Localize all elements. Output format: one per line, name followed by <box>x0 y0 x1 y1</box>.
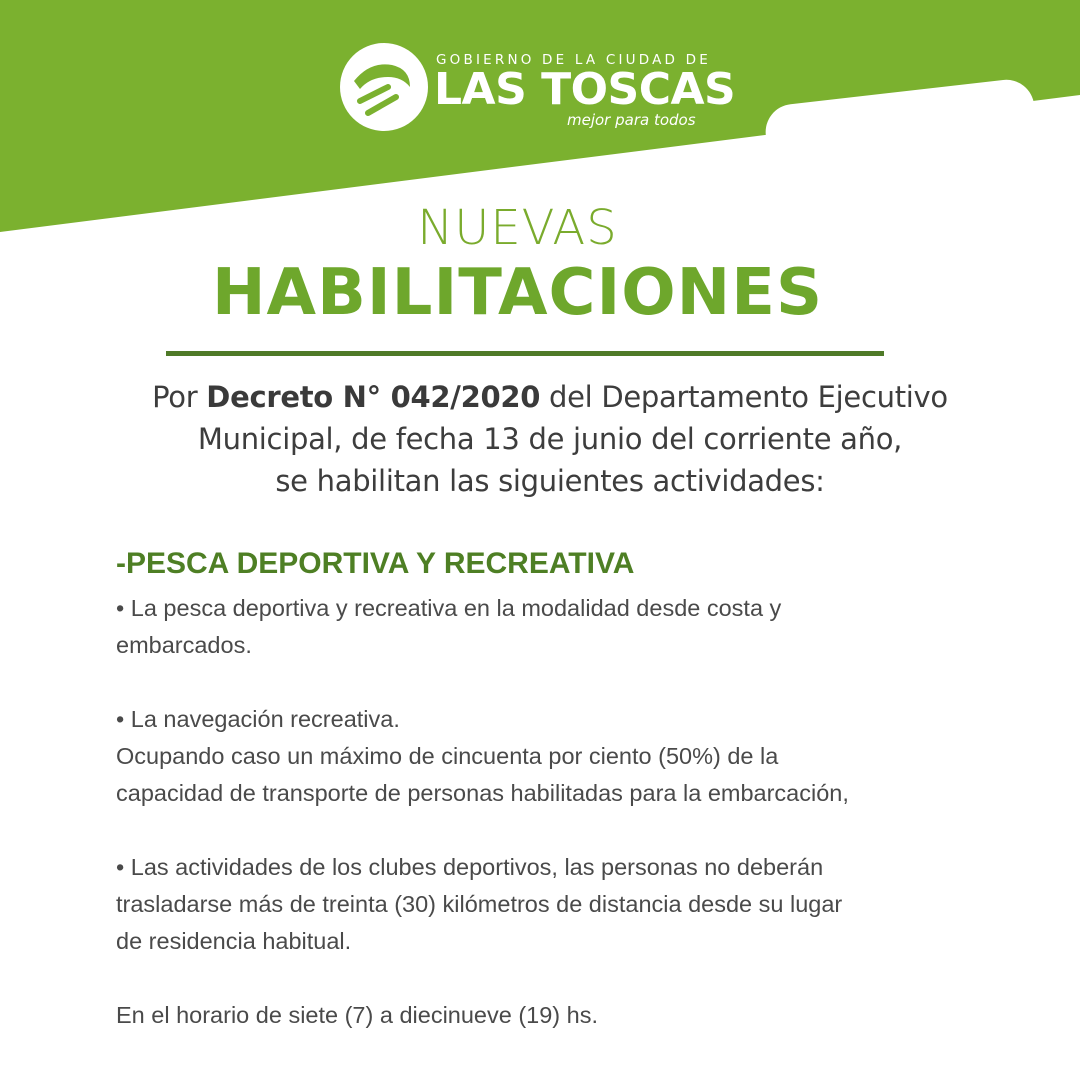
page-title: HABILITACIONES <box>211 256 824 330</box>
intro-line-1 <box>90 376 1010 418</box>
las-toscas-logo-icon <box>340 43 428 131</box>
title-light: NUEVAS <box>417 200 618 256</box>
logo-tagline: mejor para todos <box>567 111 696 129</box>
intro-prefix: Por <box>152 380 207 414</box>
title-divider <box>166 351 884 356</box>
paragraph-line: • Las actividades de los clubes deportivos, las personas no deberán <box>116 854 824 880</box>
paragraph-horario <box>116 997 996 1034</box>
section-title: -PESCA DEPORTIVA Y RECREATIVA <box>116 547 635 580</box>
decree-number: Decreto N° 042/2020 <box>206 380 541 414</box>
paragraph-line: • La navegación recreativa. <box>116 706 400 732</box>
paragraph-clubes <box>116 849 996 960</box>
paragraph-line: trasladarse más de treinta (30) kilómetros de distancia desde su lugar <box>116 891 843 917</box>
paragraph-line: • La pesca deportiva y recreativa en la modalidad desde costa y <box>116 595 782 621</box>
paragraph-line: embarcados. <box>116 632 252 658</box>
intro-line-2: Municipal, de fecha 13 de junio del corriente año, <box>197 422 903 456</box>
intro-line-3: se habilitan las siguientes actividades: <box>275 464 825 498</box>
paragraph-navegacion <box>116 701 996 812</box>
logo-name: LAS TOSCAS <box>434 64 736 115</box>
paragraph-line: capacidad de transporte de personas habilitadas para la embarcación, <box>116 780 849 806</box>
intro-text <box>90 376 1010 502</box>
intro-line-1-rest: del Departamento Ejecutivo <box>540 380 948 414</box>
paragraph-line: de residencia habitual. <box>116 928 352 954</box>
logo-top-line: GOBIERNO DE LA CIUDAD DE <box>436 52 711 68</box>
section-body <box>116 590 996 1071</box>
paragraph-pesca <box>116 590 996 664</box>
paragraph-line: Ocupando caso un máximo de cincuenta por ciento (50%) de la <box>116 743 779 769</box>
paragraph-line: En el horario de siete (7) a diecinueve (19) hs. <box>116 1002 599 1028</box>
